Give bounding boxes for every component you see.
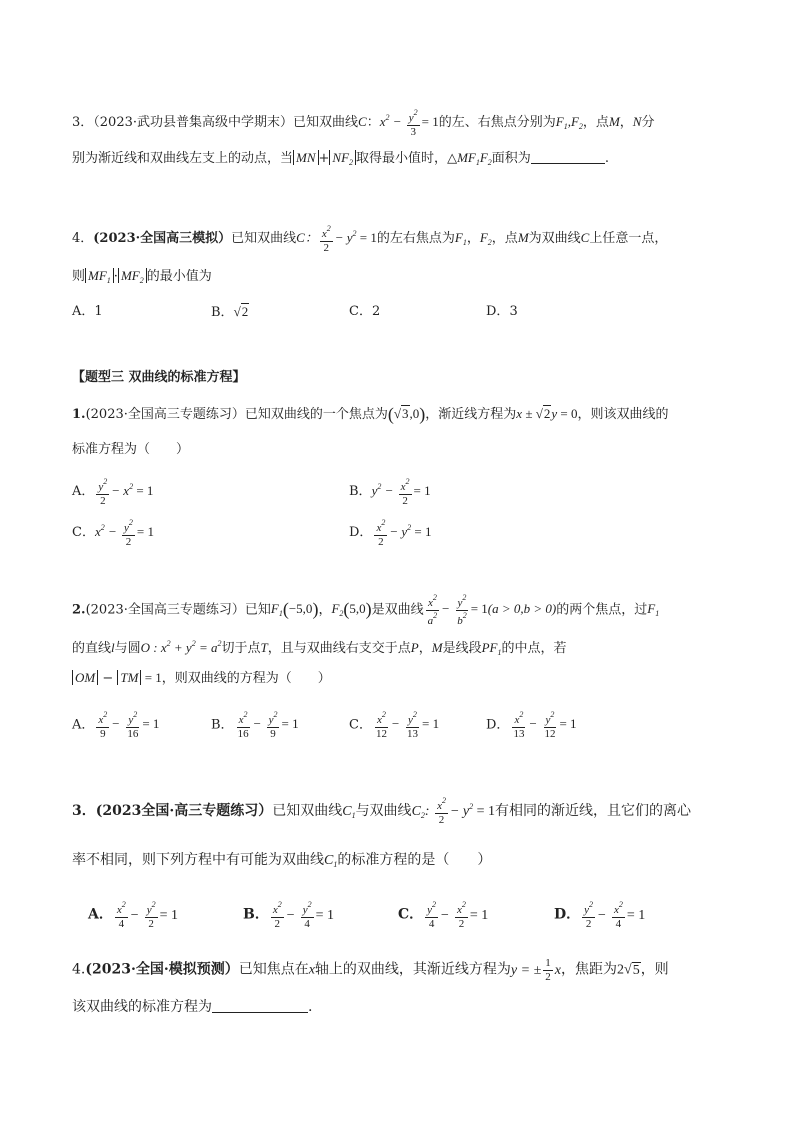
question-2-line-1: 2.(2023·全国高三专题练习）已知$F_1(-5,0)$，$F_2(5,0)$是双曲线 $\frac{x^2}{a^2}$ − $\frac{y^2}{b^2}$ = 1(a > 0,b > 0)的两个焦点，过$F_1$ bbox=[72, 593, 660, 627]
source-tag: (2023·全国高三模拟） bbox=[93, 231, 232, 246]
source-tag: (2023·全国高三专题练习） bbox=[85, 602, 245, 618]
problem-number: 4． bbox=[72, 231, 94, 246]
option-c[interactable]: C．$x^2$ − $\frac{y^2}{2}$ = 1 bbox=[72, 517, 154, 548]
math-expression: C bbox=[358, 114, 367, 129]
problem-4-line-2: 则 $MF_1 \cdot MF_2$ 的最小值为 bbox=[72, 268, 212, 285]
question-3-line-2: 率不相同，则下列方程中有可能为双曲线$C_1$的标准方程的是（ ） bbox=[72, 852, 492, 869]
question-2-line-2: 的直线l与圆O : $x^2 + y^2 = a^2$切于点T，且与双曲线右支交于点P，M是线段$PF_1$的中点，若 bbox=[72, 639, 567, 657]
problem-4-line-1: 4．(2023·全国高三模拟）已知双曲线C： $\frac{x^2}{2}$ − $y^2 = 1$的左右焦点为$F_1$，$F_2$，点M为双曲线C上任意一点， bbox=[72, 223, 668, 254]
problem-3-line-2: 别为渐近线和双曲线左支上的动点，当 MN + $NF_2$ 取得最小值时，$\triangle MF_1F_2$面积为 . bbox=[72, 150, 609, 167]
option-a[interactable]: A． $\frac{x^2}{4}$ − $\frac{y^2}{2}$ = 1 bbox=[88, 900, 179, 930]
question-number: 2. bbox=[72, 602, 86, 618]
question-4-line-2: 该双曲线的标准方程为 . bbox=[72, 999, 313, 1015]
answer-blank[interactable] bbox=[212, 1012, 308, 1013]
option-c[interactable]: C． $\frac{y^2}{4}$ − $\frac{x^2}{2}$ = 1 bbox=[398, 900, 489, 930]
source-tag: (2023全国·高三专题练习） bbox=[95, 803, 273, 819]
option-a[interactable]: A． $\frac{x^2}{9}$ − $\frac{y^2}{16}$ = 1 bbox=[72, 710, 160, 740]
source-tag: (2023·全国高三专题练习） bbox=[85, 407, 245, 422]
answer-blank[interactable] bbox=[531, 163, 605, 164]
section-title: 【题型三 双曲线的标准方程】 bbox=[72, 370, 246, 385]
option-d[interactable]: D． $\frac{y^2}{2}$ − $\frac{x^2}{4}$ = 1 bbox=[554, 900, 646, 930]
option-d[interactable]: D． $\frac{x^2}{13}$ − $\frac{y^2}{12}$ = 1 bbox=[486, 710, 577, 740]
question-1-line-1: 1.(2023·全国高三专题练习）已知双曲线的一个焦点为(√3,0)，渐近线方程为x ± √2y = 0，则该双曲线的 bbox=[72, 404, 669, 424]
question-3-line-1: 3．(2023全国·高三专题练习）已知双曲线$C_1$与双曲线$C_2$: $\frac{x^2}{2}$ − $y^2 = 1$有相同的渐近线，且它们的离心 bbox=[72, 796, 692, 827]
math-expression: $x^2$ − $\frac{y^2}{3}$ = 1 bbox=[379, 107, 439, 138]
option-b[interactable]: B． $\frac{x^2}{16}$ − $\frac{y^2}{9}$ = 1 bbox=[211, 710, 299, 740]
option-b[interactable]: B． $\frac{x^2}{2}$ − $\frac{y^2}{4}$ = 1 bbox=[243, 900, 334, 930]
option-a[interactable]: A． $\frac{y^2}{2}$ − $x^2 = 1$ bbox=[72, 476, 154, 507]
option-b[interactable]: B．√2 bbox=[211, 304, 249, 320]
problem-3-line-1: 3．（2023·武功县普集高级中学期末）已知双曲线C：$x^2$ − $\frac{y^2}{3}$ = 1的左、右焦点分别为$F_1,F_2$，点M，N分 bbox=[72, 107, 655, 138]
option-d[interactable]: D．3 bbox=[486, 304, 518, 319]
option-b[interactable]: B．$y^2$ − $\frac{x^2}{2}$ = 1 bbox=[349, 476, 431, 507]
source-tag: (2023·全国·模拟预测） bbox=[85, 961, 239, 978]
source-tag: （2023·武功县普集高级中学期末） bbox=[93, 115, 293, 130]
question-4-line-1: 4.(2023·全国·模拟预测）已知焦点在x轴上的双曲线，其渐近线方程为y = ± $\frac{1}{2}$ x，焦距为2√5，则 bbox=[72, 957, 669, 983]
problem-number: 3． bbox=[72, 115, 94, 130]
option-c[interactable]: C．2 bbox=[349, 304, 381, 319]
option-d[interactable]: D． $\frac{x^2}{2}$ − $y^2 = 1$ bbox=[349, 517, 432, 548]
question-number: 3． bbox=[72, 803, 96, 819]
question-1-line-2: 标准方程为（ ） bbox=[72, 442, 190, 457]
option-c[interactable]: C． $\frac{x^2}{12}$ − $\frac{y^2}{13}$ = 1 bbox=[349, 710, 440, 740]
question-number: 1. bbox=[72, 407, 86, 422]
question-2-line-3: OM − TM = 1，则双曲线的方程为（ ） bbox=[72, 668, 331, 689]
option-a[interactable]: A．1 bbox=[72, 304, 103, 319]
question-number: 4. bbox=[72, 961, 86, 978]
